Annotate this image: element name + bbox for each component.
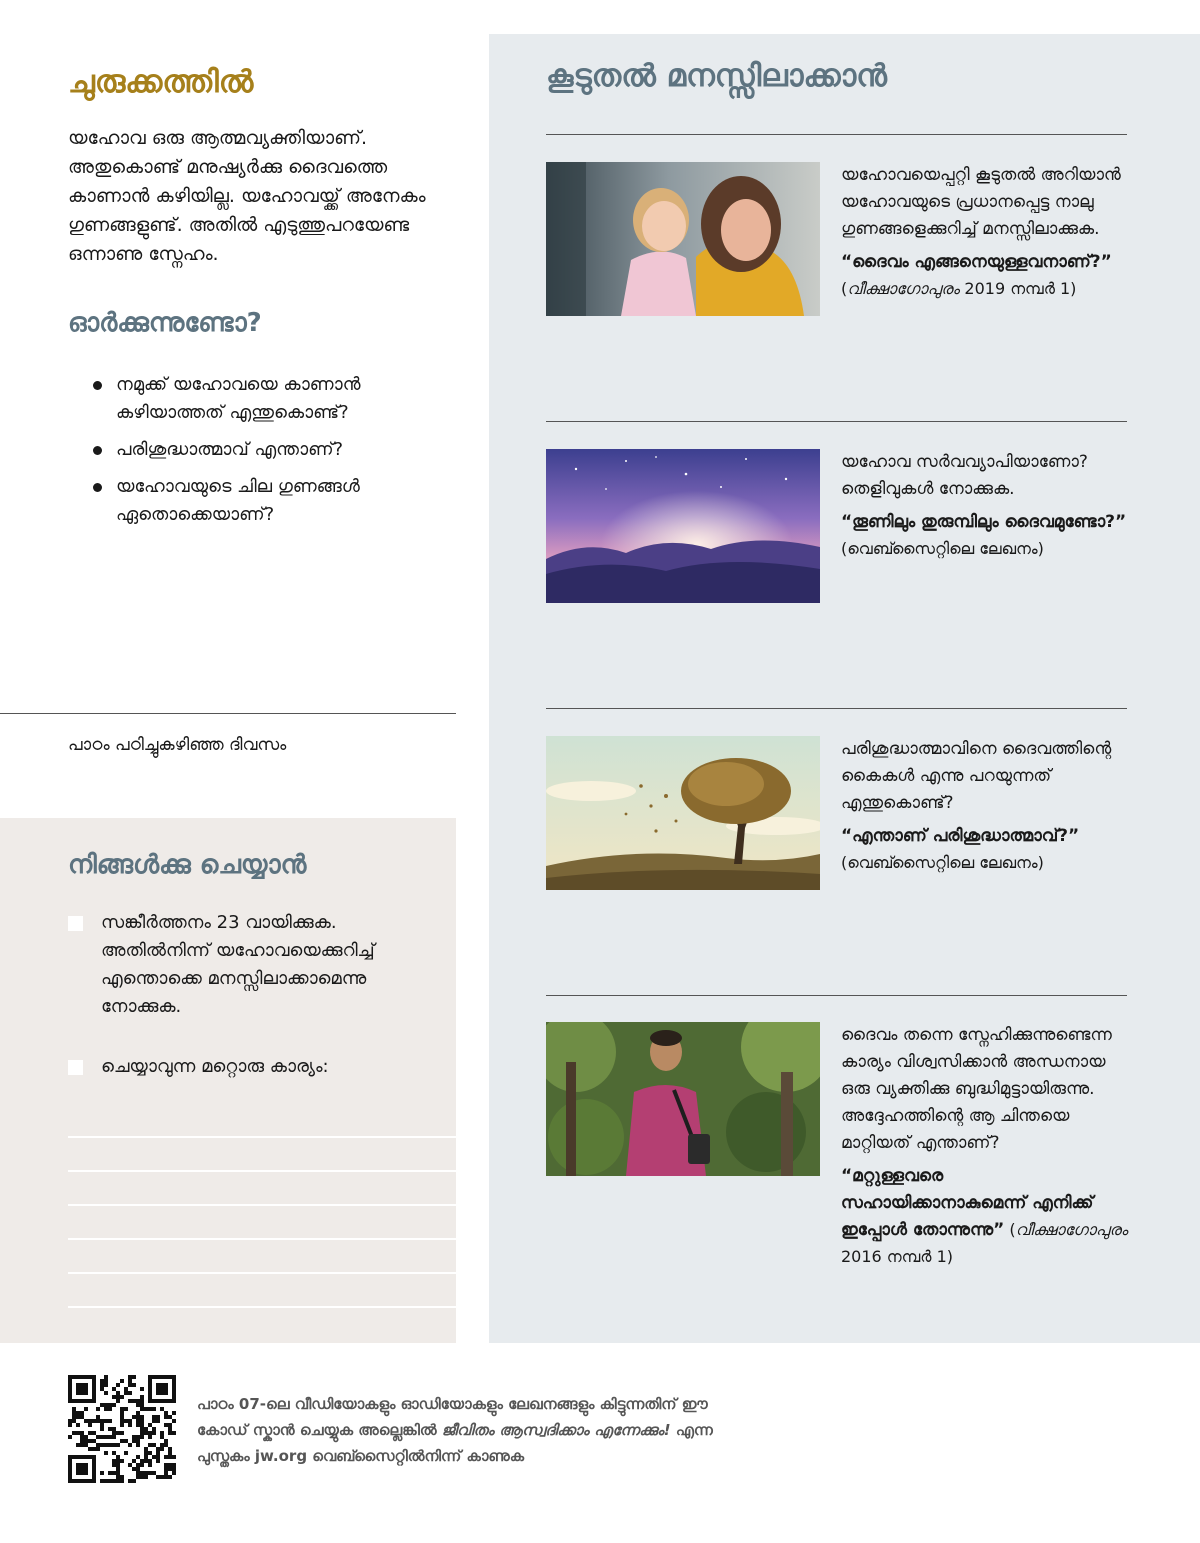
learn-more-panel (489, 34, 1200, 1343)
card-source: (വെബ്സൈറ്റിലെ ലേഖനം) (841, 539, 1044, 558)
date-label: പാഠം പഠിച്ചുകഴിഞ്ഞ ദിവസം (68, 735, 287, 755)
footer (0, 1343, 1200, 1543)
writing-line[interactable] (68, 1274, 456, 1308)
recall-list (68, 371, 453, 529)
card-divider (546, 134, 1127, 135)
recall-item-text: യഹോവയുടെ ചില ഗുണങ്ങൾ ഏതൊക്കെയാണ്? (116, 476, 360, 525)
recall-item-text: പരിശുദ്ധാത്മാവ് എന്താണ്? (116, 439, 344, 460)
card-title[interactable]: “തൂണിലും തുരുമ്പിലും ദൈവമുണ്ടോ?” (841, 512, 1127, 532)
starry-sky-sunrise-illustration[interactable] (546, 449, 820, 603)
source-issue: 2016 നമ്പർ 1) (841, 1247, 954, 1266)
qr-code-icon[interactable] (68, 1375, 176, 1483)
tree-in-wind-illustration[interactable] (546, 736, 820, 890)
card-divider (546, 995, 1127, 996)
todo-title: നിങ്ങൾക്കു ചെയ്യാൻ (68, 850, 307, 880)
card-title[interactable]: “ദൈവം എങ്ങനെയുള്ളവനാണ്?” (841, 252, 1112, 272)
card-info (841, 449, 1131, 562)
recall-item (68, 371, 453, 427)
card-divider (546, 708, 1127, 709)
card-description: പരിശുദ്ധാത്മാവിനെ ദൈവത്തിന്റെ കൈകൾ എന്നു പറയുന്നത് എന്തുകൊണ്ട്? (841, 739, 1112, 813)
source-open: ( (841, 279, 848, 298)
card-description: യഹോവയെപ്പറ്റി കൂടുതൽ അറിയാൻ യഹോവയുടെ പ്രധാനപ്പെട്ട നാലു ഗുണങ്ങളെക്കുറിച്ച് മനസ്സിലാക്കുക. (841, 165, 1121, 239)
man-in-forest-photo[interactable] (546, 1022, 820, 1176)
checkbox-icon[interactable] (68, 1060, 83, 1075)
summary-text: യഹോവ ഒരു ആത്മവ്യക്തിയാണ്. അതുകൊണ്ട് മനുഷ്യർക്കു ദൈവത്തെ കാണാൻ കഴിയില്ല. യഹോവയ്ക്ക് അനേകം ഗുണങ്ങളുണ്ട്. അതിൽ എടുത്തുപറയേണ്ട ഒന്നാണു സ്നേഹം. (68, 127, 426, 266)
card-divider (546, 421, 1127, 422)
card-source: (വെബ്സൈറ്റിലെ ലേഖനം) (841, 853, 1044, 872)
card-description: ദൈവം തന്നെ സ്നേഹിക്കുന്നുണ്ടെന്ന കാര്യം വിശ്വസിക്കാൻ അന്ധനായ ഒരു വ്യക്തിക്കു ബുദ്ധിമുട്ടായിരുന്നു. അദ്ദേഹത്തിന്റെ ആ ചിന്തയെ മാറ്റിയത് എന്താണ്? (841, 1025, 1112, 1153)
todo-item (68, 909, 428, 1021)
writing-line[interactable] (68, 1172, 456, 1206)
left-column (0, 0, 456, 1343)
writing-lines[interactable] (68, 1104, 456, 1308)
checkbox-icon[interactable] (68, 916, 83, 931)
todo-panel (0, 818, 456, 1343)
todo-item (68, 1053, 428, 1081)
source-publication: വീക്ഷാഗോപുരം (847, 279, 960, 298)
card-source (841, 276, 1131, 302)
writing-line[interactable] (68, 1138, 456, 1172)
footer-text (197, 1391, 717, 1469)
summary-section (68, 62, 453, 269)
todo-item-text: സങ്കീർത്തനം 23 വായിക്കുക. അതിൽനിന്ന് യഹോവയെക്കുറിച്ച് എന്തൊക്കെ മനസ്സിലാക്കാമെന്നു നോക്കുക. (101, 912, 375, 1017)
bullet-icon (93, 446, 102, 455)
recall-item (68, 473, 453, 529)
bullet-icon (93, 381, 102, 390)
recall-item (68, 436, 453, 464)
recall-section (68, 308, 453, 538)
card-info (841, 162, 1131, 302)
card-title[interactable]: “എന്താണ് പരിശുദ്ധാത്മാവ്?” (841, 826, 1080, 846)
date-divider (0, 713, 456, 714)
bullet-icon (93, 483, 102, 492)
source-publication: വീക്ഷാഗോപുരം (1015, 1220, 1128, 1239)
card-description: യഹോവ സർവവ്യാപിയാണോ? തെളിവുകൾ നോക്കുക. (841, 452, 1088, 499)
footer-text-start: പാഠം 07-ലെ വീഡിയോകളും ഓഡിയോകളും ലേഖനങ്ങളും കിട്ടുന്നതിന് ഈ കോഡ് സ്കാൻ ചെയ്യുക അല്ലെങ്കിൽ (197, 1395, 708, 1439)
recall-title: ഓർക്കുന്നുണ്ടോ? (68, 308, 262, 338)
writing-line[interactable] (68, 1206, 456, 1240)
card-info (841, 736, 1131, 876)
writing-line[interactable] (68, 1104, 456, 1138)
mother-and-child-photo[interactable] (546, 162, 820, 316)
source-open: ( (1004, 1220, 1016, 1239)
recall-item-text: നമുക്ക് യഹോവയെ കാണാൻ കഴിയാത്തത് എന്തുകൊണ്ട്? (116, 374, 361, 423)
summary-title: ചുരുക്കത്തിൽ (68, 64, 254, 100)
footer-book-title: ജീവിതം ആസ്വദിക്കാം എന്നേക്കും! (441, 1421, 671, 1439)
card-info (841, 1022, 1131, 1271)
card-title[interactable]: “മറ്റുള്ളവരെ സഹായിക്കാനാകുമെന്ന് എനിക്ക് ഇപ്പോൾ തോന്നുന്നു” (841, 1166, 1094, 1240)
writing-line[interactable] (68, 1240, 456, 1274)
source-issue: 2019 നമ്പർ 1) (959, 279, 1077, 298)
learn-more-title: കൂടുതൽ മനസ്സിലാക്കാൻ (546, 58, 887, 94)
card-title-with-source (841, 1163, 1131, 1271)
footer-text-end: എന്ന പുസ്തകം jw.org വെബ്സൈറ്റിൽനിന്ന് കാണുക (197, 1421, 713, 1465)
todo-item-text: ചെയ്യാവുന്ന മറ്റൊരു കാര്യം: (101, 1056, 329, 1077)
